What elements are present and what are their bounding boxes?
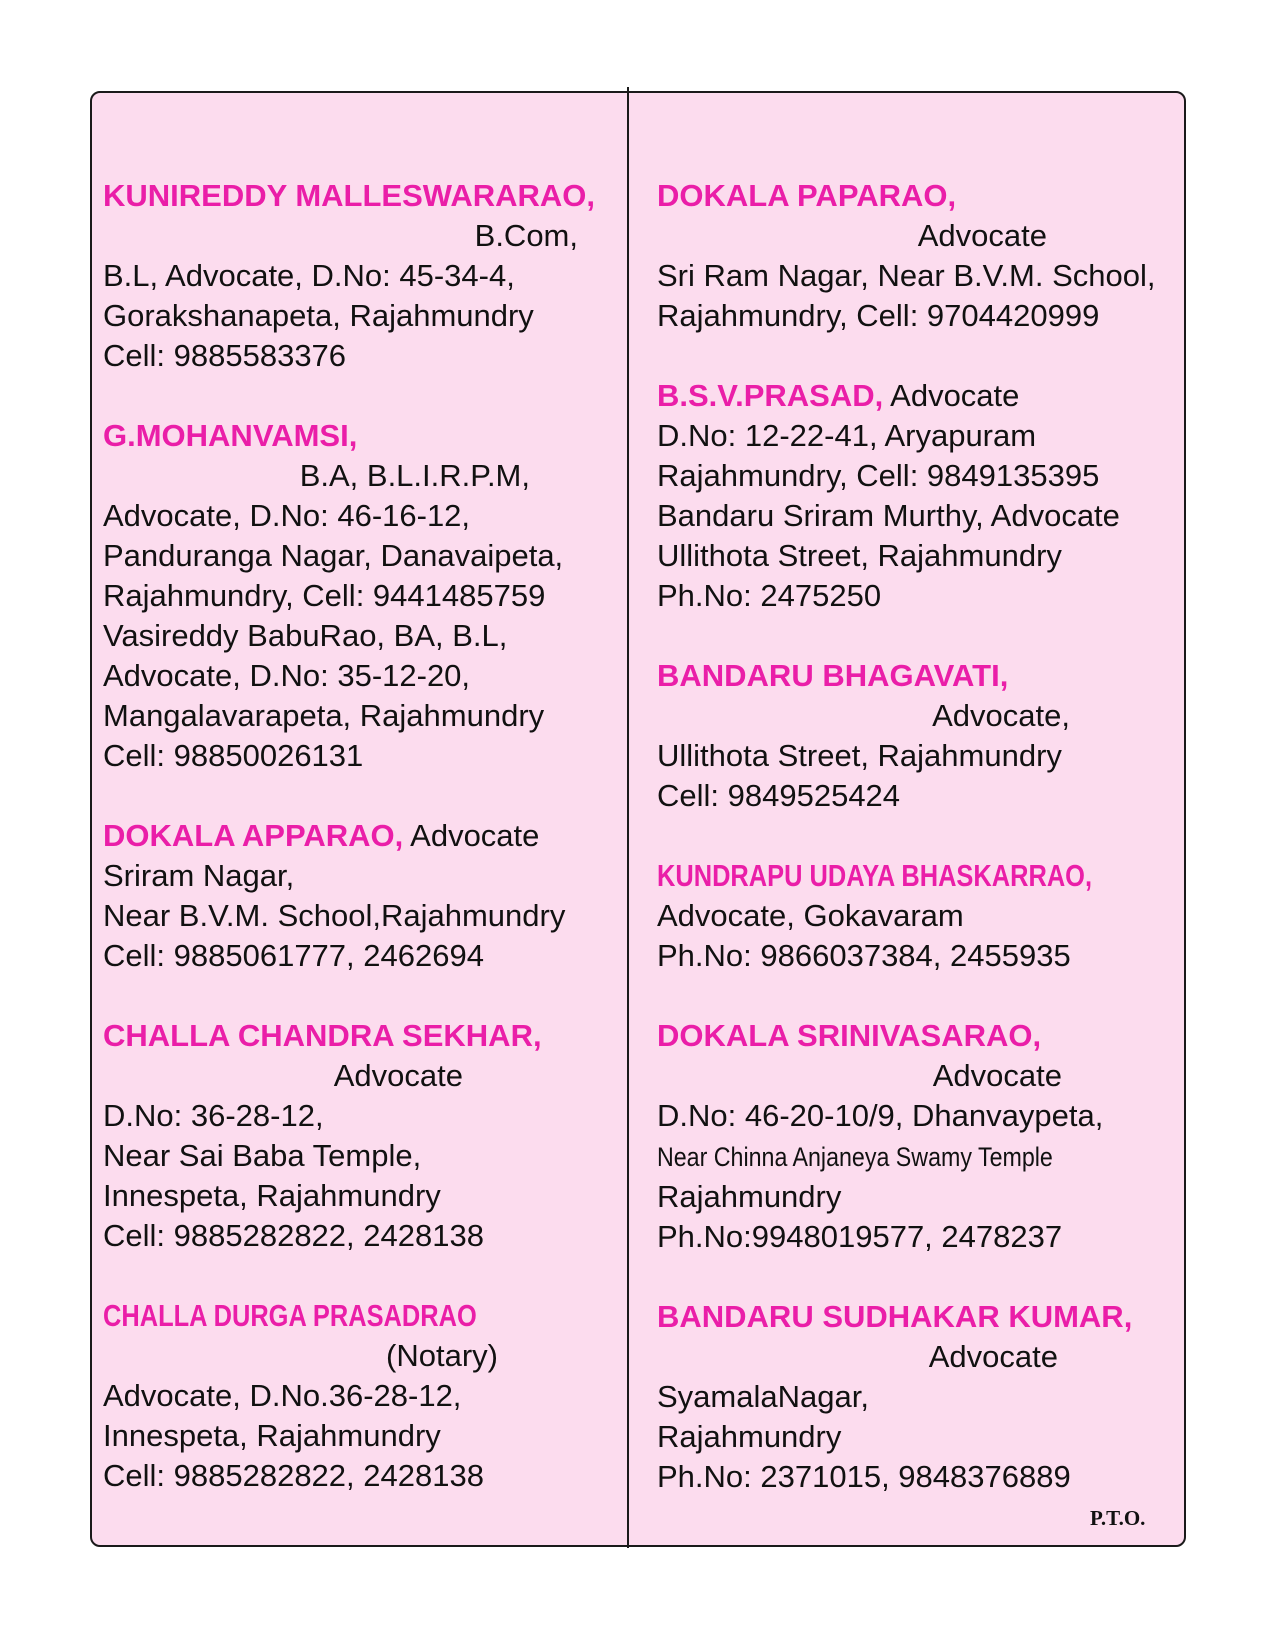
entry-title: (Notary) bbox=[386, 1338, 498, 1373]
entry-line: Sriram Nagar, bbox=[103, 858, 295, 893]
entry-title: B.A, B.L.I.R.P.M, bbox=[299, 458, 530, 493]
entry-line: Advocate, D.No: 46-16-12, bbox=[103, 498, 471, 533]
entry-line: Rajahmundry, Cell: 9704420999 bbox=[657, 298, 1100, 333]
entry-line: Cell: 9885583376 bbox=[103, 338, 347, 373]
entry-title: Advocate, bbox=[932, 698, 1070, 733]
entry-line: Vasireddy BabuRao, BA, B.L, bbox=[103, 618, 508, 653]
entry-dokala-srinivasarao bbox=[657, 1016, 1182, 1257]
entry-dokala-apparao bbox=[103, 816, 618, 976]
entry-line: Rajahmundry bbox=[657, 1179, 842, 1214]
entry-line: Advocate, D.No: 35-12-20, bbox=[103, 658, 471, 693]
entry-name: CHALLA DURGA PRASADRAO bbox=[103, 1298, 477, 1333]
entry-line: Bandaru Sriram Murthy, Advocate bbox=[657, 498, 1120, 533]
entry-title: Advocate bbox=[917, 218, 1047, 253]
entry-line: B.L, Advocate, D.No: 45-34-4, bbox=[103, 258, 515, 293]
entry-name: DOKALA SRINIVASARAO, bbox=[657, 1018, 1042, 1053]
entry-challa-chandra-sekhar bbox=[103, 1016, 618, 1256]
entry-kundrapu bbox=[657, 856, 1182, 976]
entry-bandaru-sudhakar-kumar bbox=[657, 1297, 1182, 1497]
entry-title: Advocate bbox=[932, 1058, 1062, 1093]
entry-line: Near Chinna Anjaneya Swamy Temple bbox=[657, 1142, 1053, 1172]
entry-name: G.MOHANVAMSI, bbox=[103, 418, 358, 453]
entry-heading bbox=[103, 816, 618, 856]
entry-line: Near B.V.M. School,Rajahmundry bbox=[103, 898, 566, 933]
entry-line: Advocate, D.No.36-28-12, bbox=[103, 1378, 462, 1413]
entry-name: KUNIREDDY MALLESWARARAO, bbox=[103, 178, 595, 213]
entry-bandaru-bhagavati bbox=[657, 656, 1182, 816]
entry-line: Rajahmundry, Cell: 9849135395 bbox=[657, 458, 1100, 493]
entry-title: Advocate bbox=[333, 1058, 463, 1093]
entry-line: D.No: 46-20-10/9, Dhanvaypeta, bbox=[657, 1098, 1104, 1133]
entry-challa-durga-prasadrao bbox=[103, 1296, 618, 1496]
entry-name: KUNDRAPU UDAYA BHASKARRAO, bbox=[657, 858, 1093, 893]
entry-dokala-paparao bbox=[657, 176, 1182, 336]
entry-line: SyamalaNagar, bbox=[657, 1379, 869, 1414]
entry-line: Ph.No: 9866037384, 2455935 bbox=[657, 938, 1071, 973]
entry-line: Cell: 9885282822, 2428138 bbox=[103, 1458, 484, 1493]
entry-line: Ph.No: 2475250 bbox=[657, 578, 882, 613]
entry-title: Advocate bbox=[883, 378, 1020, 413]
entry-line: Ullithota Street, Rajahmundry bbox=[657, 738, 1062, 773]
entry-line: Cell: 9849525424 bbox=[657, 778, 901, 813]
entry-name: DOKALA PAPARAO, bbox=[657, 178, 957, 213]
entry-mohanvamsi bbox=[103, 416, 618, 776]
entry-bsv-prasad bbox=[657, 376, 1182, 616]
entry-line: Ullithota Street, Rajahmundry bbox=[657, 538, 1062, 573]
column-divider bbox=[627, 87, 629, 1548]
entry-line: Near Sai Baba Temple, bbox=[103, 1138, 422, 1173]
entry-line: Mangalavarapeta, Rajahmundry bbox=[103, 698, 545, 733]
entry-title: Advocate bbox=[403, 818, 540, 853]
entry-line: Cell: 9885061777, 2462694 bbox=[103, 938, 484, 973]
entry-line: Cell: 98850026131 bbox=[103, 738, 364, 773]
entry-line: Ph.No: 2371015, 9848376889 bbox=[657, 1459, 1071, 1494]
entry-line: Cell: 9885282822, 2428138 bbox=[103, 1218, 484, 1253]
right-column bbox=[657, 176, 1182, 1537]
entry-line: Advocate, Gokavaram bbox=[657, 898, 964, 933]
entry-line: Innespeta, Rajahmundry bbox=[103, 1418, 441, 1453]
entry-name: BANDARU BHAGAVATI, bbox=[657, 658, 1009, 693]
pto-label: P.T.O. bbox=[1090, 1506, 1146, 1530]
left-column bbox=[103, 176, 618, 1536]
entry-name: B.S.V.PRASAD, bbox=[657, 378, 884, 413]
entry-line: Rajahmundry, Cell: 9441485759 bbox=[103, 578, 546, 613]
entry-title: Advocate bbox=[928, 1339, 1058, 1374]
entry-name: CHALLA CHANDRA SEKHAR, bbox=[103, 1018, 542, 1053]
entry-title: B.Com, bbox=[474, 218, 578, 253]
entry-line: Panduranga Nagar, Danavaipeta, bbox=[103, 538, 564, 573]
entry-line: Rajahmundry bbox=[657, 1419, 842, 1454]
entry-kunireddy bbox=[103, 176, 618, 376]
entry-heading bbox=[657, 376, 1182, 416]
entry-line: Ph.No:9948019577, 2478237 bbox=[657, 1219, 1063, 1254]
entry-line: Sri Ram Nagar, Near B.V.M. School, bbox=[657, 258, 1156, 293]
entry-name: BANDARU SUDHAKAR KUMAR, bbox=[657, 1299, 1133, 1334]
entry-name: DOKALA APPARAO, bbox=[103, 818, 404, 853]
entry-line: D.No: 12-22-41, Aryapuram bbox=[657, 418, 1037, 453]
entry-line: D.No: 36-28-12, bbox=[103, 1098, 324, 1133]
entry-line: Innespeta, Rajahmundry bbox=[103, 1178, 441, 1213]
entry-line: Gorakshanapeta, Rajahmundry bbox=[103, 298, 534, 333]
